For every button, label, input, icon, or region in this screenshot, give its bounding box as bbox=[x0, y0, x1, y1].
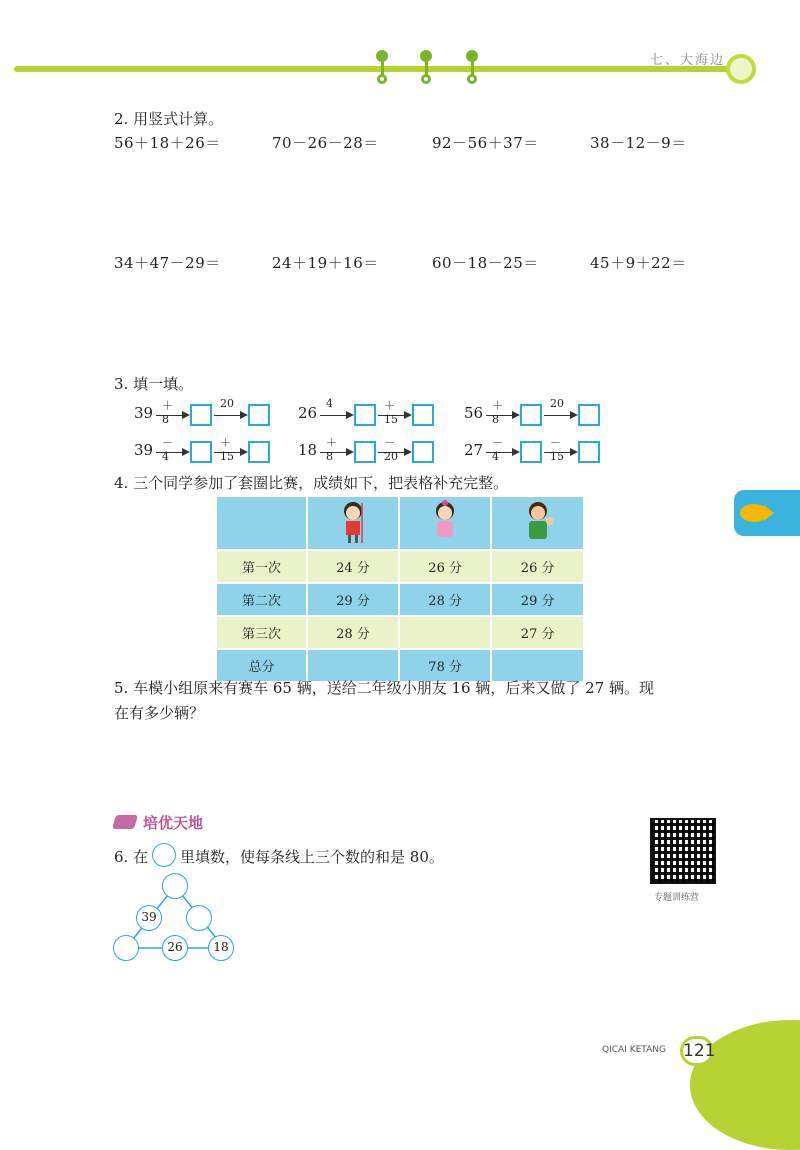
student-boy-avatar bbox=[491, 496, 584, 550]
arrow-head-icon bbox=[570, 411, 578, 419]
answer-box[interactable] bbox=[520, 441, 542, 463]
book-icon bbox=[112, 815, 138, 829]
circle-left-mid: 39 bbox=[136, 905, 162, 931]
q2-expr: 70－26－28＝ bbox=[272, 134, 379, 152]
q2-expr: 60－18－25＝ bbox=[432, 254, 539, 272]
chain-op: －4 bbox=[162, 436, 173, 463]
arrow-head-icon bbox=[182, 411, 190, 419]
chain-op: ＋8 bbox=[492, 399, 503, 426]
circle-bottom-right: 18 bbox=[208, 935, 234, 961]
circle-bottom-mid: 26 bbox=[162, 935, 188, 961]
answer-box[interactable] bbox=[248, 441, 270, 463]
answer-box[interactable] bbox=[248, 404, 270, 426]
page-number: 121 bbox=[680, 1036, 714, 1066]
arrow-head-icon bbox=[346, 448, 354, 456]
q2-expr: 56＋18＋26＝ bbox=[114, 134, 221, 152]
q2-expr: 34＋47－29＝ bbox=[114, 254, 221, 272]
row-label: 总分 bbox=[216, 649, 307, 682]
binder-pin-icon bbox=[376, 50, 388, 84]
answer-box[interactable] bbox=[412, 441, 434, 463]
student-girl-2-avatar bbox=[399, 496, 491, 550]
cartoon-badge-icon bbox=[726, 54, 756, 84]
answer-box[interactable] bbox=[190, 441, 212, 463]
q2-expr: 38－12－9＝ bbox=[590, 134, 687, 152]
q5-line1: 5. 车模小组原来有赛车 65 辆，送给二年级小朋友 16 辆，后来又做了 27 辆。现 bbox=[114, 679, 654, 697]
arrow-head-icon bbox=[346, 411, 354, 419]
arrow-head-icon bbox=[182, 448, 190, 456]
section-title: 培优天地 bbox=[143, 814, 204, 832]
score-cell: 28 分 bbox=[399, 583, 491, 616]
score-cell: 24 分 bbox=[307, 550, 399, 583]
blank-circle bbox=[152, 843, 176, 867]
chain-op: －4 bbox=[492, 436, 503, 463]
chain-start: 18 bbox=[298, 441, 318, 459]
chain-start: 27 bbox=[464, 441, 484, 459]
q2-expr: 92－56＋37＝ bbox=[432, 134, 539, 152]
chapter-title: 七、大海边 bbox=[650, 53, 726, 68]
score-cell: 26 分 bbox=[491, 550, 584, 583]
chain-op: 20 bbox=[220, 397, 234, 410]
arrow-head-icon bbox=[512, 411, 520, 419]
score-cell: 26 分 bbox=[399, 550, 491, 583]
q2-expr: 24＋19＋16＝ bbox=[272, 254, 379, 272]
binder-pin-icon bbox=[420, 50, 432, 84]
chain-start: 39 bbox=[134, 404, 154, 422]
q4-title: 4. 三个同学参加了套圈比赛，成绩如下，把表格补充完整。 bbox=[114, 474, 509, 492]
chain-op: ＋8 bbox=[326, 436, 337, 463]
chain-start: 26 bbox=[298, 404, 318, 422]
answer-box[interactable] bbox=[354, 404, 376, 426]
answer-box[interactable] bbox=[412, 404, 434, 426]
arrow-icon bbox=[544, 415, 570, 416]
chain-start: 39 bbox=[134, 441, 154, 459]
circle-right-mid[interactable] bbox=[186, 905, 212, 931]
q6-suffix: 里填数，使每条线上三个数的和是 80。 bbox=[180, 848, 444, 866]
row-label: 第二次 bbox=[216, 583, 307, 616]
q6-prefix: 6. 在 bbox=[114, 848, 149, 866]
arrow-head-icon bbox=[404, 411, 412, 419]
row-label: 第三次 bbox=[216, 616, 307, 649]
answer-box[interactable] bbox=[578, 441, 600, 463]
qr-code-icon[interactable] bbox=[650, 818, 716, 884]
score-cell-blank[interactable] bbox=[399, 616, 491, 649]
chain-op: 20 bbox=[550, 397, 564, 410]
q3-title: 3. 填一填。 bbox=[114, 375, 194, 393]
arrow-head-icon bbox=[240, 448, 248, 456]
arrow-icon bbox=[214, 415, 240, 416]
header-bar bbox=[14, 66, 732, 72]
q5-line2: 在有多少辆？ bbox=[114, 704, 205, 722]
answer-box[interactable] bbox=[190, 404, 212, 426]
score-cell: 29 分 bbox=[307, 583, 399, 616]
binder-pin-icon bbox=[466, 50, 478, 84]
answer-box[interactable] bbox=[354, 441, 376, 463]
student-girl-1-avatar bbox=[307, 496, 399, 550]
arrow-head-icon bbox=[404, 448, 412, 456]
answer-box[interactable] bbox=[520, 404, 542, 426]
score-cell: 29 分 bbox=[491, 583, 584, 616]
chain-op: ＋15 bbox=[384, 399, 398, 426]
chain-start: 56 bbox=[464, 404, 484, 422]
arrow-icon bbox=[320, 415, 346, 416]
circle-bottom-left[interactable] bbox=[113, 935, 139, 961]
circle-top[interactable] bbox=[162, 873, 188, 899]
answer-box[interactable] bbox=[578, 404, 600, 426]
score-cell: 78 分 bbox=[399, 649, 491, 682]
score-table bbox=[215, 495, 585, 683]
arrow-head-icon bbox=[570, 448, 578, 456]
side-tab bbox=[734, 490, 800, 536]
fish-tail-icon bbox=[764, 505, 774, 521]
arrow-head-icon bbox=[512, 448, 520, 456]
chain-op: ＋15 bbox=[220, 436, 234, 463]
chain-op: 4 bbox=[326, 397, 333, 410]
table-corner-cell bbox=[216, 496, 307, 550]
chain-op: ＋8 bbox=[162, 399, 173, 426]
qr-caption: 专题训练营 bbox=[654, 893, 700, 903]
footer-brand: QICAI KETANG bbox=[602, 1045, 666, 1055]
row-label: 第一次 bbox=[216, 550, 307, 583]
score-cell: 27 分 bbox=[491, 616, 584, 649]
q2-expr: 45＋9＋22＝ bbox=[590, 254, 687, 272]
chain-op: －20 bbox=[384, 436, 398, 463]
arrow-head-icon bbox=[240, 411, 248, 419]
score-cell: 28 分 bbox=[307, 616, 399, 649]
q2-title: 2. 用竖式计算。 bbox=[114, 110, 224, 128]
chain-op: －15 bbox=[550, 436, 564, 463]
